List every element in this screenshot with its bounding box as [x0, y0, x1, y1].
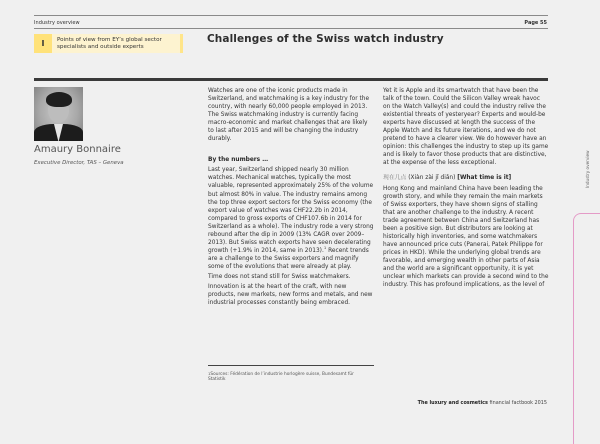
side-tab-label[interactable]: Industry overview	[585, 150, 590, 188]
heading-chinese: 现在几点	[383, 175, 407, 182]
footnote	[208, 373, 368, 382]
footer-title-regular: financial factbook 2015	[487, 400, 547, 406]
section-label: Industry overview	[34, 20, 80, 26]
author-portrait-photo	[34, 87, 83, 141]
time-paragraph: Time does not stand still for Swiss watchmakers.	[208, 273, 351, 280]
author-role: Executive Director, TAS – Geneva	[34, 160, 124, 166]
intro-paragraph: Watches are one of the iconic products made in Switzerland, and watchmaking is a key industry for the country, with nearly 60,000 people employed in 2013. The Swiss watchmaking industry is currently facing macro-economic and market challenges that are likely to last after 2015 and will be changing the industry durably.	[208, 88, 370, 143]
title-divider	[34, 78, 548, 81]
footnote-ref[interactable]: 1	[323, 244, 327, 250]
author-name: Amaury Bonnaire	[34, 144, 121, 155]
pov-tab-marker: I	[34, 34, 52, 53]
side-tab-bracket	[573, 213, 600, 444]
footer-title-bold: The luxury and cosmetics	[417, 400, 488, 406]
numbers-paragraph	[208, 166, 374, 271]
portrait-hair	[46, 92, 72, 107]
heading-english: [What time is it]	[457, 175, 512, 182]
by-the-numbers-heading: By the numbers …	[208, 157, 269, 164]
publication-footer	[418, 400, 547, 406]
points-of-view-box	[34, 34, 183, 53]
what-time-heading	[383, 174, 549, 182]
hong-kong-paragraph: Hong Kong and mainland China have been leading the growth story, and while they remain the main markets of Swiss exporters, they have shown signs of stalling that are another challenge to the industry. A recent trade agreement between China and Switzerland has been a positive sign. But distributors are looking at historically high inventories, and some watchmakers have announced price cuts (Panerai, Patek Philippe for prices in HKD). While the underlying global trends are favorable, and emerging wealth in other parts of Asia and the world are a significant opportunity, it is yet unclear which markets can provide a second wind to the industry. This has profound implications, as the level of	[383, 185, 549, 289]
pov-description: Points of view from EY’s global sector specialists and outside experts	[57, 37, 162, 50]
page-title: Challenges of the Swiss watch industry	[207, 33, 444, 45]
apple-paragraph: Yet it is Apple and its smartwatch that have been the talk of the town. Could the Silicon Valley wreak havoc on the Watch Valley(s) and could the industry relive the existential threats of yesteryear? Experts and would-be experts have discussed at length the success of the Apple Watch and its future iterations, and we do not pretend to have a clearer view. We do however have an opinion: this challenges the industry to step up its game and is likely to favor those products that are distinctive, at the expense of the less exceptional.	[383, 88, 549, 167]
article-column-1	[208, 87, 374, 307]
innovation-paragraph: Innovation is at the heart of the craft, with new products, new markets, new forms and metals, and new industrial processes constantly being embraced.	[208, 284, 373, 307]
numbers-text-pre: Last year, Switzerland shipped nearly 30 million watches. Mechanical watches, typically the most valuable, represented approximately 25% of the volume but almost 80% in value. The industry remains among the top three export sectors for the Swiss economy (the export value of watches was CHF22.2b in 2014, compared to gross exports of CHF107.6b in 2014 for Switzerland as a whole). The industry rode a very strong rebound after the dip in 2009 (13% CAGR over 2009–2013). But Swiss watch exports have seen decelerating growth (+1.9% in 2014, same in 2013).	[208, 167, 374, 254]
numbers-text-post: Recent trends are a challenge to the Swiss exporters and magnify some of the evolutions that were already at play.	[208, 247, 369, 270]
page-number: Page 55	[524, 20, 547, 26]
header-bottom-rule	[34, 28, 548, 29]
header-top-rule	[34, 15, 548, 16]
article-column-2	[383, 87, 549, 289]
footnote-text: Sources: Fédération de l’industrie horlogère suisse, Bundesamt für Statistik	[208, 372, 354, 382]
footnote-divider	[208, 365, 374, 366]
footnote-number: 1	[208, 371, 211, 376]
heading-pinyin: (Xiàn zài jǐ diǎn)	[408, 175, 456, 182]
